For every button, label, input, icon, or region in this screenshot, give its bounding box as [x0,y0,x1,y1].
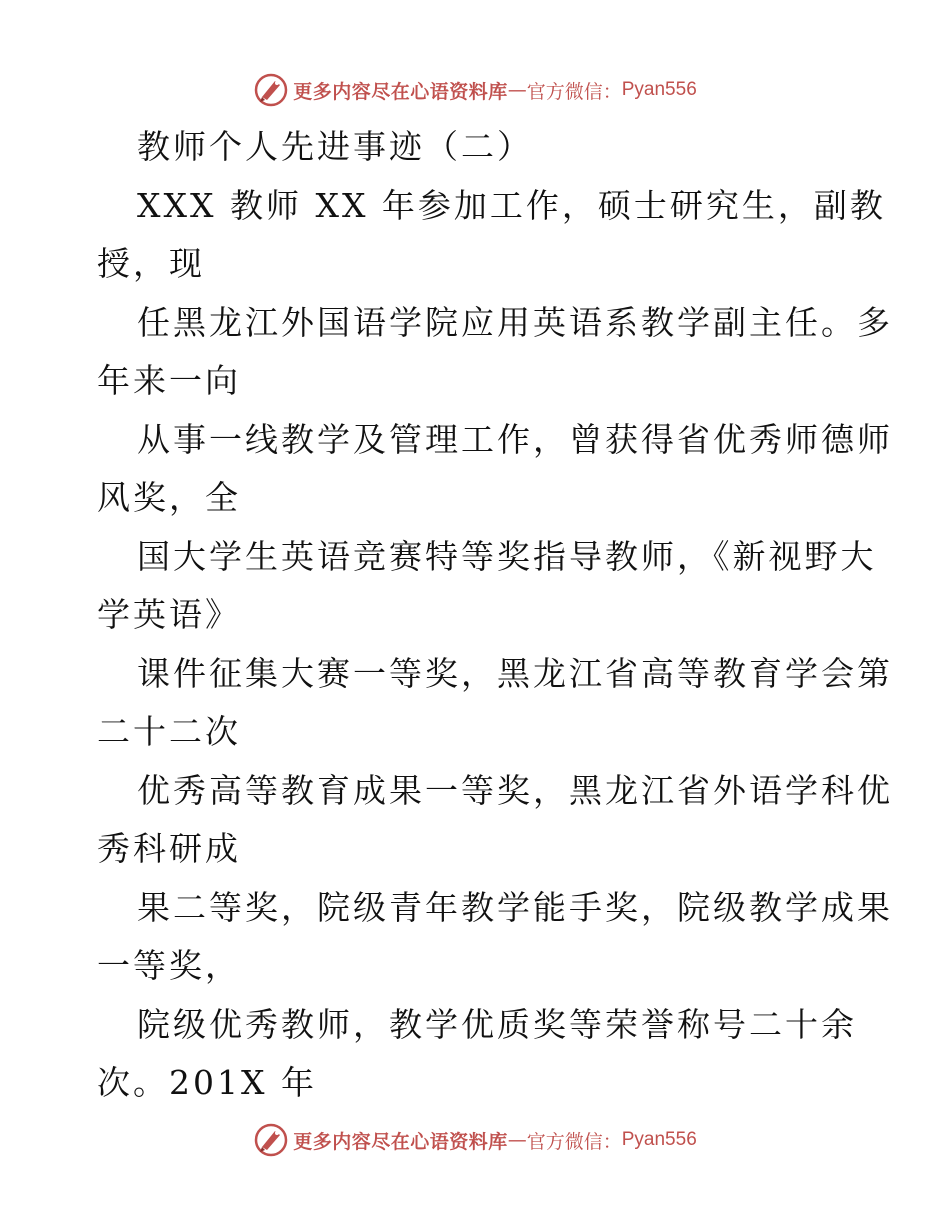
watermark-separator: — [507,1129,527,1151]
paragraph-line: 任黑龙江外国语学院应用英语系教学副主任。多 [137,302,893,342]
paragraph-line: 授，现 [97,244,205,283]
paragraph-line: 秀科研成 [97,829,241,868]
paragraph-line: 从事一线教学及管理工作，曾获得省优秀师德师 [137,419,893,459]
footer-watermark [0,1120,950,1160]
paragraph-line: 二十二次 [97,712,241,751]
paragraph-line: 一等奖， [97,946,241,985]
paragraph-line: 课件征集大赛一等奖，黑龙江省高等教育学会第 [137,653,893,693]
header-watermark [0,70,950,110]
watermark-separator: — [507,79,527,101]
pen-logo-icon [253,1122,289,1158]
paragraph-line: 国大学生英语竞赛特等奖指导教师，《新视野大 [137,536,877,576]
paragraph-line: 学英语》 [97,595,241,634]
watermark-contact-label: 官方微信： [526,80,622,103]
watermark-brand: 更多内容尽在心语资料库 [293,80,508,103]
paragraph-line: 次。201X 年 [97,1063,317,1102]
paragraph-line: 风奖，全 [97,478,241,517]
paragraph-line: 年来一向 [97,361,241,400]
watermark-contact-id: Pyan556 [621,79,697,100]
paragraph-line: XXX 教师 XX 年参加工作，硕士研究生，副教 [137,185,886,225]
watermark-contact-id: Pyan556 [621,1129,697,1150]
paragraph-line: 优秀高等教育成果一等奖，黑龙江省外语学科优 [137,770,893,810]
paragraph-line: 果二等奖，院级青年教学能手奖，院级教学成果 [137,887,893,927]
document-body [97,118,893,1113]
paragraph-line: 教师个人先进事迹（二） [137,127,533,166]
paragraph-line: 院级优秀教师，教学优质奖等荣誉称号二十余 [137,1004,857,1044]
watermark-brand: 更多内容尽在心语资料库 [293,1130,508,1153]
pen-logo-icon [253,72,289,108]
watermark-contact-label: 官方微信： [526,1130,622,1153]
